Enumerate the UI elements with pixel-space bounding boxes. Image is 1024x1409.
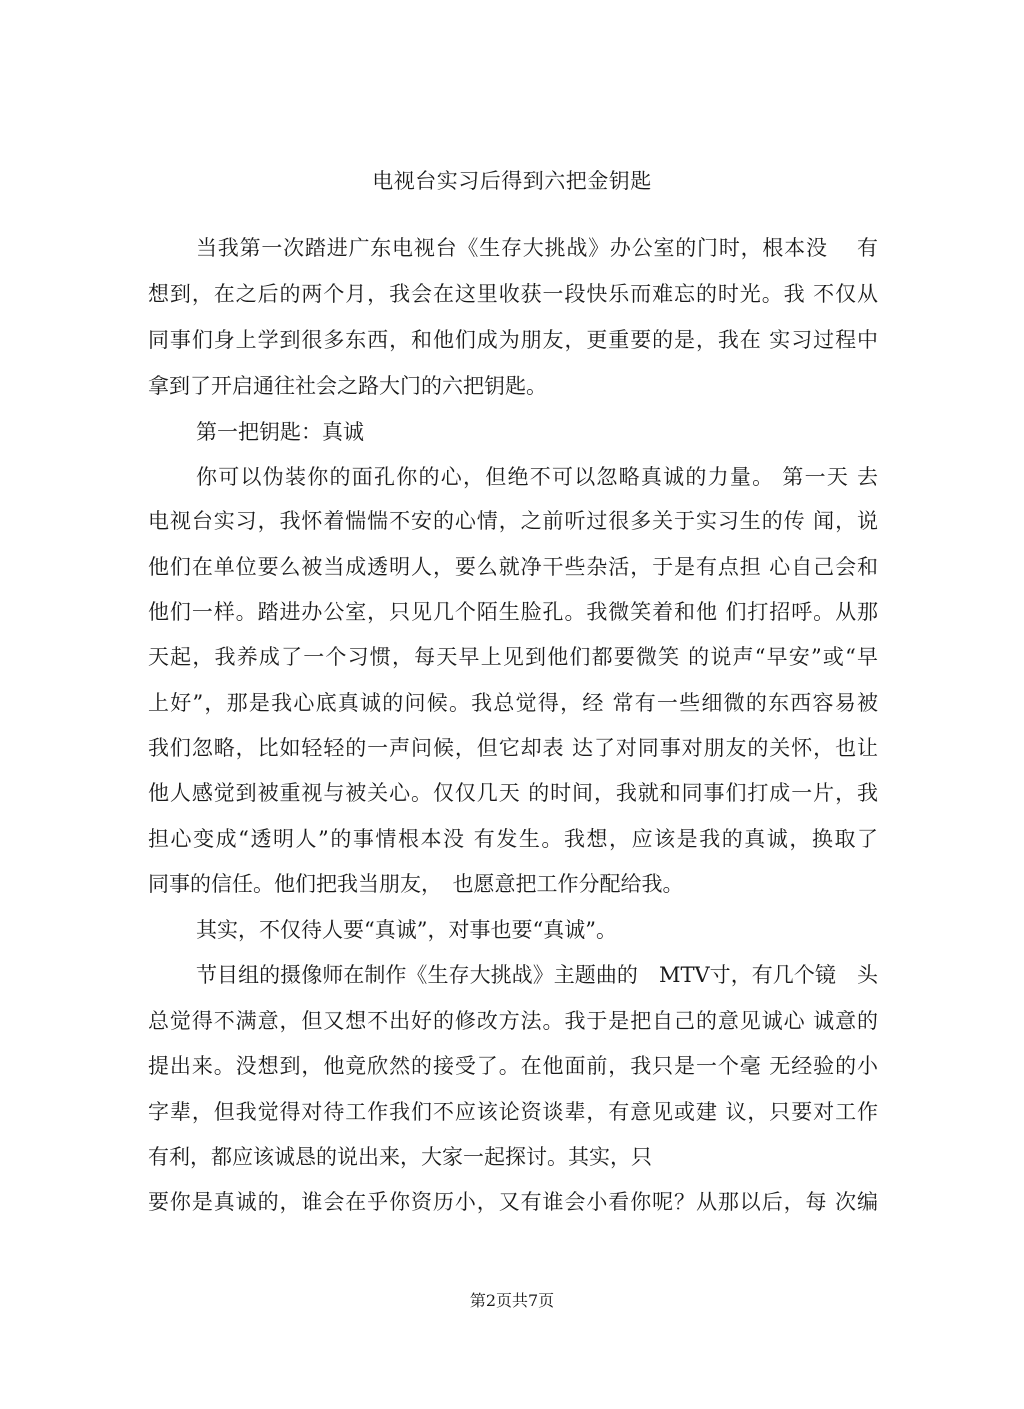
page-number: 第2页共7页: [469, 1291, 555, 1310]
text-line: 他人感觉到被重视与被关心。仅仅几天 的时间，我就和同事们打成一片，我: [148, 781, 878, 805]
text-line: 天起，我养成了一个习惯，每天早上见到他们都要微笑 的说声“早安”或“早: [148, 645, 878, 669]
text-line: 他们一样。踏进办公室，只见几个陌生脸孔。我微笑着和他 们打招呼。从那: [148, 600, 878, 624]
text-line: 电视台实习，我怀着惴惴不安的心情，之前听过很多关于实习生的传 闻，说: [148, 509, 878, 533]
section-heading: 第一把钥匙：真诚: [196, 420, 364, 444]
text-line: 想到，在之后的两个月，我会在这里收获一段快乐而难忘的时光。我 不仅从: [148, 282, 878, 306]
text-line: 上好”，那是我心底真诚的问候。我总觉得，经 常有一些细微的东西容易被: [148, 691, 878, 715]
text-line: 拿到了开启通往社会之路大门的六把钥匙。: [148, 374, 547, 398]
text-line: 有利，都应该诚恳的说出来，大家一起探讨。其实，只: [148, 1145, 652, 1169]
text-line: 他们在单位要么被当成透明人，要么就净干些杂活，于是有点担 心自己会和: [148, 555, 878, 579]
text-line: 字辈，但我觉得对待工作我们不应该论资谈辈，有意见或建 议，只要对工作: [148, 1100, 878, 1124]
text-line: 同事们身上学到很多东西，和他们成为朋友，更重要的是，我在 实习过程中: [148, 328, 878, 352]
text-line: 其实，不仅待人要“真诚”，对事也要“真诚”。: [196, 918, 617, 942]
text-line: 你可以伪装你的面孔你的心，但绝不可以忽略真诚的力量。 第一天 去: [196, 465, 878, 489]
text-line: 同事的信任。他们把我当朋友， 也愿意把工作分配给我。: [148, 872, 684, 896]
text-line: 要你是真诚的，谁会在乎你资历小，又有谁会小看你呢？从那以后，每 次编: [148, 1190, 878, 1214]
text-line: 节目组的摄像师在制作《生存大挑战》主题曲的 MTV寸，有几个镜 头: [196, 963, 878, 987]
page-title: 电视台实习后得到六把金钥匙: [372, 169, 652, 193]
text-line: 当我第一次踏进广东电视台《生存大挑战》办公室的门时，根本没 有: [196, 236, 878, 260]
text-line: 提出来。没想到，他竟欣然的接受了。在他面前，我只是一个毫 无经验的小: [148, 1054, 878, 1078]
text-line: 担心变成“透明人”的事情根本没 有发生。我想，应该是我的真诚，换取了: [148, 827, 878, 851]
text-line: 总觉得不满意，但又想不出好的修改方法。我于是把自己的意见诚心 诚意的: [148, 1009, 878, 1033]
text-line: 我们忽略，比如轻轻的一声问候，但它却表 达了对同事对朋友的关怀，也让: [148, 736, 878, 760]
